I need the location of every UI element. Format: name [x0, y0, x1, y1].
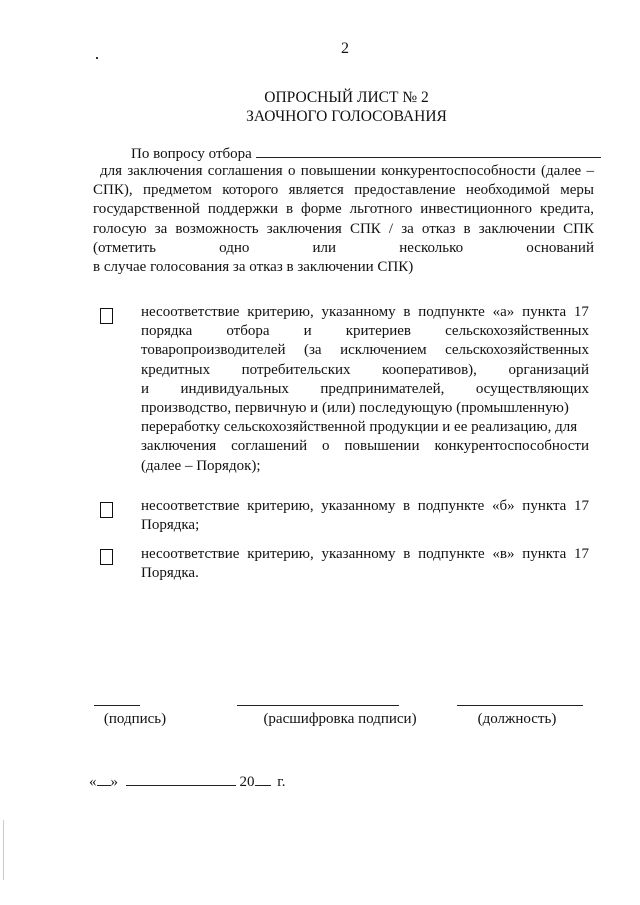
intro-line: голосую за возможность заключения СПК / за отказ в заключении СПК — [93, 220, 594, 237]
position-line[interactable] — [457, 705, 583, 706]
intro-line: государственной поддержки в форме льготного инвестиционного кредита, — [93, 201, 594, 218]
option-word: в — [403, 304, 411, 320]
intro-word: оснований — [526, 239, 594, 256]
option-word: критерию, — [247, 498, 314, 514]
date-row — [89, 772, 285, 792]
option-word: индивидуальных — [180, 380, 289, 397]
signature-line[interactable] — [94, 705, 140, 706]
option-word: «а» — [492, 304, 515, 320]
option-word: 17 — [574, 546, 589, 562]
option-word: подпункте — [417, 498, 485, 514]
signature-label: (подпись) — [103, 711, 167, 727]
option-word: соглашений — [231, 438, 308, 455]
option-word: несоответствие — [141, 304, 240, 320]
option-word: сельскохозяйственных — [445, 342, 589, 359]
option-line — [141, 399, 589, 418]
option-line — [141, 341, 589, 360]
option-a-text — [141, 303, 589, 476]
option-word: организаций — [508, 361, 589, 378]
option-word: производство, первичную и (или) последующую (промышленную) — [141, 400, 569, 417]
scan-dot — [96, 57, 98, 59]
option-b-text — [141, 497, 589, 535]
option-line — [141, 322, 589, 341]
option-word: конкурентоспособности — [434, 438, 589, 455]
option-word: Порядка; — [141, 517, 200, 534]
option-word: товаропроизводителей — [141, 342, 286, 359]
option-word: сельскохозяйственных — [445, 323, 589, 340]
intro-word: одно — [219, 239, 250, 256]
option-word: «в» — [492, 546, 515, 562]
option-word: пункта — [522, 546, 567, 562]
intro-paragraph — [93, 162, 594, 277]
selection-blank-field[interactable] — [256, 143, 601, 158]
intro-word: (отметить — [93, 239, 156, 256]
option-word: критериев — [345, 323, 411, 340]
option-word: в — [403, 546, 411, 562]
option-a-checkbox[interactable] — [100, 308, 113, 324]
option-word: пункта — [522, 498, 567, 514]
date-open-quote: « — [89, 774, 97, 790]
intro-line: для заключения соглашения о повышении конкурентоспособности (далее – — [100, 163, 594, 179]
intro-word: несколько — [399, 239, 464, 256]
option-word: осуществляющих — [475, 380, 589, 397]
option-word: критерию, — [247, 546, 314, 562]
option-line — [141, 303, 589, 322]
selection-question-label: По вопросу отбора — [131, 146, 252, 162]
option-word: Порядка. — [141, 565, 199, 582]
option-word: (за — [303, 342, 322, 359]
option-word: в — [403, 498, 411, 514]
option-line — [141, 497, 589, 516]
option-word: 17 — [573, 304, 589, 320]
option-line — [141, 418, 589, 437]
option-line — [141, 516, 589, 535]
option-line — [141, 437, 589, 456]
option-word: подпункте — [418, 546, 485, 562]
option-line — [141, 380, 589, 399]
option-c-text — [141, 545, 589, 583]
option-line — [141, 564, 589, 583]
page-number: 2 — [341, 40, 349, 57]
option-word: предпринимателей, — [320, 380, 445, 397]
position-label: (должность) — [477, 711, 557, 727]
option-word: подпункте — [418, 304, 485, 320]
title-line-1: ОПРОСНЫЙ ЛИСТ № 2 — [264, 89, 429, 106]
intro-line: СПК), предметом которого является предоставление необходимой меры — [93, 182, 594, 199]
option-word: потребительских — [241, 361, 351, 378]
option-word: пункта — [522, 304, 567, 320]
year-prefix: 20 — [239, 774, 255, 790]
month-blank-field[interactable] — [126, 772, 236, 786]
year-blank-field[interactable] — [255, 772, 271, 786]
intro-line: в случае голосования за отказ в заключении СПК) — [93, 259, 414, 276]
option-word: (далее – Порядок); — [141, 457, 261, 474]
option-line — [141, 457, 589, 476]
year-suffix: г. — [277, 774, 286, 790]
page-title — [0, 88, 640, 126]
option-word: и — [141, 380, 150, 397]
day-blank-field[interactable] — [97, 772, 111, 786]
signature-decoding-line[interactable] — [237, 705, 399, 706]
option-word: порядка — [141, 323, 193, 340]
option-word: отбора — [226, 323, 270, 340]
option-word: повышении — [344, 438, 420, 455]
scan-edge-mark — [3, 820, 4, 880]
date-close-quote: » — [110, 774, 118, 790]
selection-question-line — [131, 143, 601, 164]
intro-line-spaced — [93, 239, 594, 258]
option-word: несоответствие — [141, 498, 240, 514]
option-word: критерию, — [247, 304, 314, 320]
option-c-checkbox[interactable] — [100, 549, 113, 565]
option-word: указанному — [321, 498, 396, 514]
option-b-checkbox[interactable] — [100, 502, 113, 518]
option-word: несоответствие — [141, 546, 240, 562]
option-line — [141, 545, 589, 564]
option-line — [141, 361, 589, 380]
intro-word: или — [312, 239, 337, 256]
option-word: указанному — [321, 546, 396, 562]
option-word: заключения — [141, 438, 217, 455]
option-word: кредитных — [141, 361, 211, 378]
option-word: «б» — [492, 498, 515, 514]
signature-decoding-label: (расшифровка подписи) — [263, 711, 417, 727]
option-word: о — [322, 438, 330, 455]
option-word: исключением — [340, 342, 427, 359]
option-word: переработку сельскохозяйственной продукции и ее реализацию, для — [141, 419, 578, 436]
option-word: и — [303, 323, 312, 340]
option-word: кооперативов), — [382, 361, 477, 378]
option-word: 17 — [574, 498, 589, 514]
option-word: указанному — [321, 304, 396, 320]
title-line-2: ЗАОЧНОГО ГОЛОСОВАНИЯ — [246, 108, 447, 125]
